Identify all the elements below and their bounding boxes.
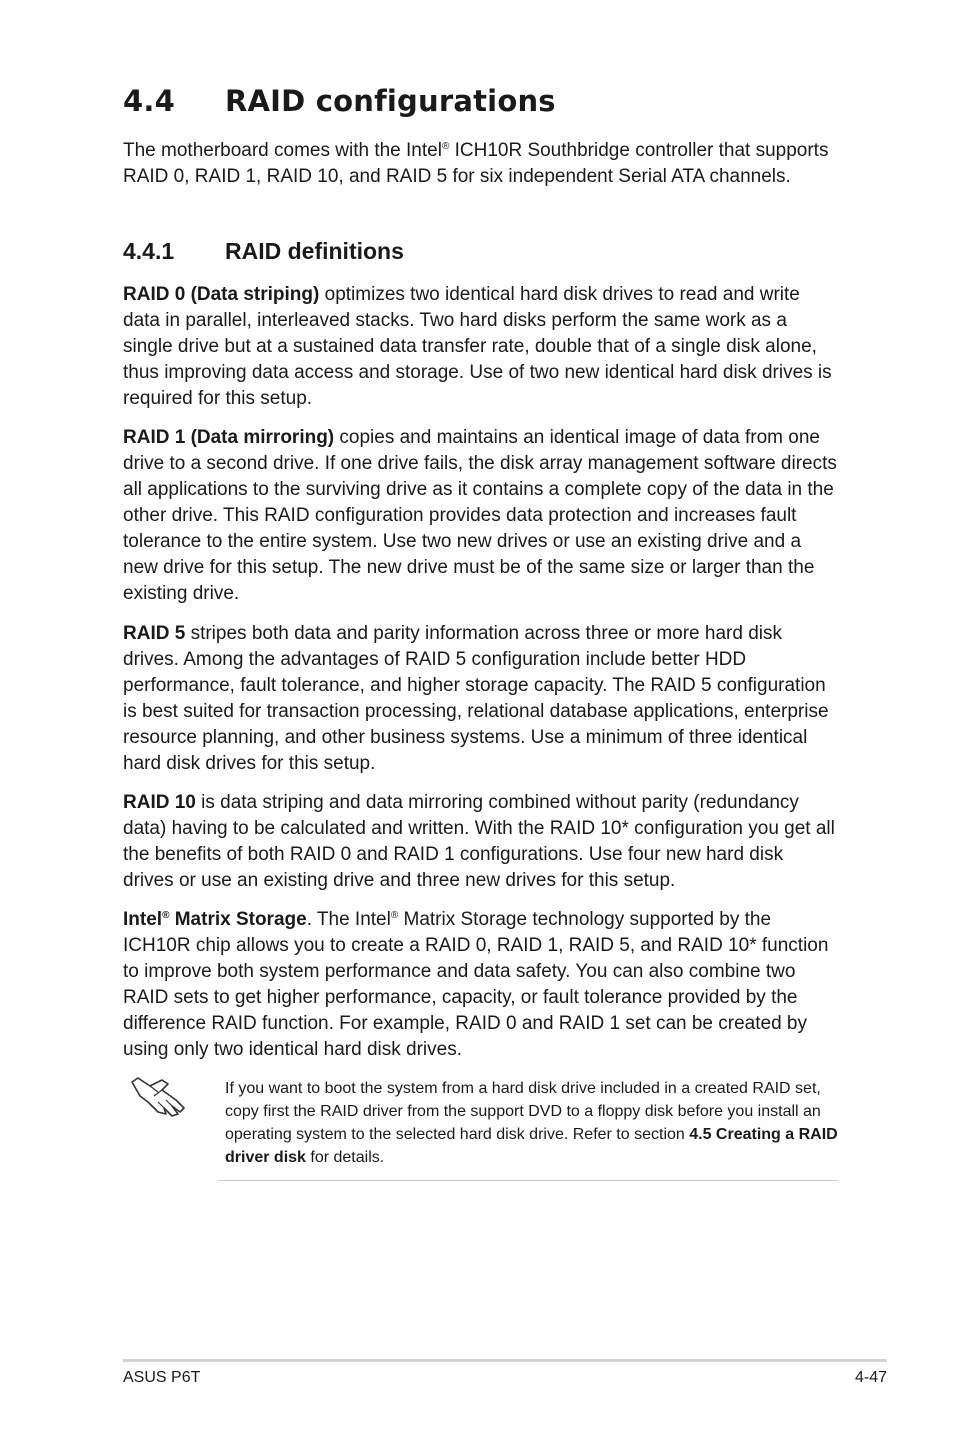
hand-pointer-icon	[128, 1070, 188, 1120]
subsection-title: RAID definitions	[225, 238, 404, 264]
matrix-text: Matrix Storage technology supported by the ICH10R chip allows you to create a RAID 0, RAID 1, RAID 5, and RAID 10* function to improve both system performance and data safety. You can also combine two RAID sets to get higher performance, capacity, or fault tolerance provided by the difference RAID function. For example, RAID 0 and RAID 1 set can be created by using only two identical hard disk drives.	[123, 909, 829, 1060]
matrix-paragraph	[123, 907, 839, 1063]
section-title: RAID configurations	[225, 84, 556, 118]
footer-product: ASUS P6T	[123, 1369, 201, 1386]
section-heading	[123, 84, 556, 118]
raid5-paragraph	[123, 621, 839, 777]
intro-paragraph	[123, 138, 839, 190]
raid0-term: RAID 0 (Data striping)	[123, 284, 320, 305]
matrix-term: Intel® Matrix Storage	[123, 909, 307, 930]
intro-text-cont: ICH10R Southbridge controller that supports RAID 0, RAID 1, RAID 10, and RAID 5 for six independent Serial ATA channels.	[123, 140, 829, 187]
raid0-paragraph	[123, 282, 839, 412]
registered-mark: ®	[441, 141, 450, 152]
note-divider	[218, 1180, 838, 1181]
raid1-paragraph	[123, 425, 839, 607]
note-section-ref: 4.5 Creating a RAID driver disk	[225, 1126, 838, 1166]
raid5-term: RAID 5	[123, 623, 186, 644]
raid10-term: RAID 10	[123, 792, 196, 813]
matrix-mid: . The Intel	[306, 909, 391, 930]
raid10-text: is data striping and data mirroring combined without parity (redundancy data) having to be calculated and written. With the RAID 10* configuration you get all the benefits of both RAID 0 and RAID 1 configurations. Use four new hard disk drives or use an existing drive and three new drives for this setup.	[123, 792, 835, 891]
intro-text: The motherboard comes with the Intel	[123, 140, 442, 161]
registered-mark: ®	[390, 910, 399, 921]
note-text: If you want to boot the system from a hard disk drive included in a created RAID set, copy first the RAID driver from the support DVD to a floppy disk before you install an operating system to the selected hard disk drive. Refer to section 4.5 Creating a RAID driver disk for details.	[225, 1080, 838, 1166]
section-number: 4.4	[123, 84, 175, 118]
raid0-text: optimizes two identical hard disk drives to read and write data in parallel, interleaved stacks. Two hard disks perform the same work as a single drive but at a sustained data transfer rate, double that of a single disk alone, thus improving data access and storage. Use of two new identical hard disk drives is required for this setup.	[123, 284, 832, 409]
footer-divider	[123, 1359, 887, 1362]
subsection-heading	[123, 238, 404, 265]
raid10-paragraph	[123, 790, 839, 894]
raid1-term: RAID 1 (Data mirroring)	[123, 427, 335, 448]
subsection-number: 4.4.1	[123, 238, 175, 264]
raid5-text: stripes both data and parity information across three or more hard disk drives. Among the advantages of RAID 5 configuration include better HDD performance, fault tolerance, and higher storage capacity. The RAID 5 configuration is best suited for transaction processing, relational database applications, enterprise resource planning, and other business systems. Use a minimum of three identical hard disk drives for this setup.	[123, 623, 829, 774]
raid1-text: copies and maintains an identical image of data from one drive to a second drive. If one drive fails, the disk array management software directs all applications to the surviving drive as it contains a complete copy of the data in the other drive. This RAID configuration provides data protection and increases fault tolerance to the entire system. Use two new drives or use an existing drive and a new drive for this setup. The new drive must be of the same size or larger than the existing drive.	[123, 427, 837, 604]
page-number: 4-47	[854, 1369, 887, 1386]
